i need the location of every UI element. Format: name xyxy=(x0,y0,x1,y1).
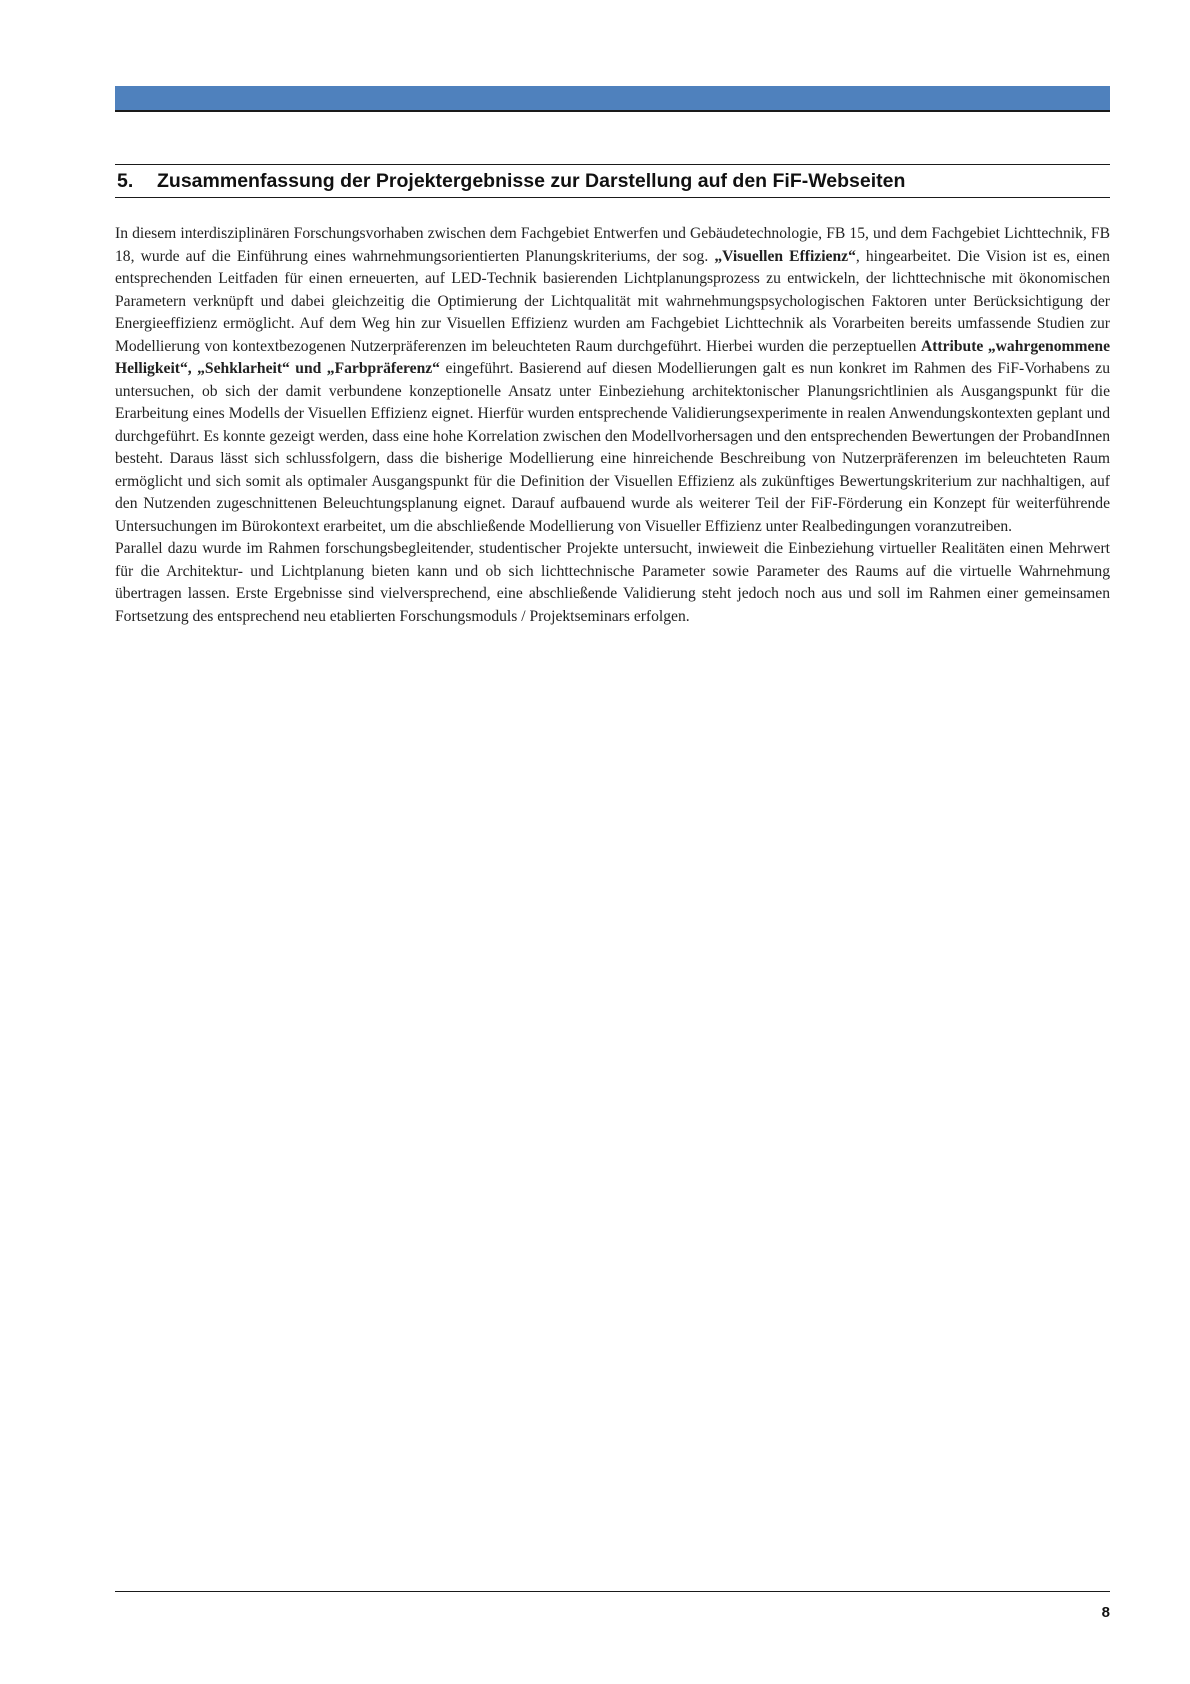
paragraph-1-part-2: , hingearbeitet. Die Vision ist es, einen entsprechenden Leitfaden für einen erneuerten, auf LED-Technik basierenden Lichtplanungsprozess zu entwickeln, der lichttechnische mit ökonomischen Parametern verknüpft und dabei gleichzeitig die Optimierung der Lichtqualität mit wahrnehmungspsychologischen Faktoren unter Berücksichtigung der Energieeffizienz ermöglicht. Auf dem Weg hin zur Visuellen Effizienz wurden am Fachgebiet Lichttechnik als Vorarbeiten bereits umfassende Studien zur Modellierung von kontextbezogenen Nutzerpräferenzen im beleuchteten Raum durchgeführt. Hierbei wurden die perzeptuellen xyxy=(115,247,1110,355)
section-rule-top xyxy=(115,164,1110,165)
footer-rule xyxy=(115,1591,1110,1592)
term-attribute: Attribute „wahrgenommene Helligkeit“, „Sehklarheit“ und „Farbpräferenz“ xyxy=(115,337,1111,377)
term-visuelle-effizienz: „Visuellen Effizienz“ xyxy=(714,247,856,265)
section-rule-bottom xyxy=(115,197,1110,198)
section-title: Zusammenfassung der Projektergebnisse zur Darstellung auf den FiF-Webseiten xyxy=(157,169,906,192)
paragraph-1 xyxy=(115,223,1110,538)
header-divider xyxy=(115,110,1110,112)
section-heading xyxy=(117,167,1107,195)
paragraph-2: Parallel dazu wurde im Rahmen forschungsbegleitender, studentischer Projekte untersucht, inwieweit die Einbeziehung virtueller Realitäten einen Mehrwert für die Architektur- und Lichtplanung bieten kann und ob sich lichttechnische Parameter sowie Parameter des Raums auf die virtuelle Wahrnehmung übertragen lassen. Erste Ergebnisse sind vielversprechend, eine abschließende Validierung steht jedoch noch aus und soll im Rahmen einer gemeinsamen Fortsetzung des entsprechend neu etablierten Forschungsmoduls / Projektseminars erfolgen. xyxy=(115,540,1110,625)
header-accent-bar xyxy=(115,86,1110,110)
body-text xyxy=(115,223,1110,628)
paragraph-1-part-3: eingeführt. Basierend auf diesen Modellierungen galt es nun konkret im Rahmen des FiF-Vorhabens zu untersuchen, ob sich der damit verbundene konzeptionelle Ansatz unter Einbeziehung architektonischer Planungsrichtlinien als Ausgangspunkt für die Erarbeitung eines Modells der Visuellen Effizienz eignet. Hierfür wurden entsprechende Validierungsexperimente in realen Anwendungskontexten geplant und durchgeführt. Es konnte gezeigt werden, dass eine hohe Korrelation zwischen den Modellvorhersagen und den entsprechenden Bewertungen der ProbandInnen besteht. Daraus lässt sich schlussfolgern, dass die bisherige Modellierung eine hinreichende Beschreibung von Nutzerpräferenzen im beleuchteten Raum ermöglicht und sich somit als optimaler Ausgangspunkt für die Definition der Visuellen Effizienz als zukünftiges Bewertungskriterium zur nachhaltigen, auf den Nutzenden zugeschnittenen Beleuchtungsplanung eignet. Darauf aufbauend wurde als weiterer Teil der FiF-Förderung ein Konzept für weiterführende Untersuchungen im Bürokontext erarbeitet, um die abschließende Modellierung von Visueller Effizienz unter Realbedingungen voranzutreiben. xyxy=(115,360,1110,535)
page-number: 8 xyxy=(1101,1604,1110,1621)
paragraph-1-part-1: In diesem interdisziplinären Forschungsvorhaben zwischen dem Fachgebiet Entwerfen und Gebäudetechnologie, FB 15, und dem Fachgebiet Lichttechnik, FB 18, wurde auf die Einführung eines wahrnehmungsorientierten Planungskriteriums, der sog. xyxy=(115,225,1110,265)
section-number: 5. xyxy=(117,169,134,192)
